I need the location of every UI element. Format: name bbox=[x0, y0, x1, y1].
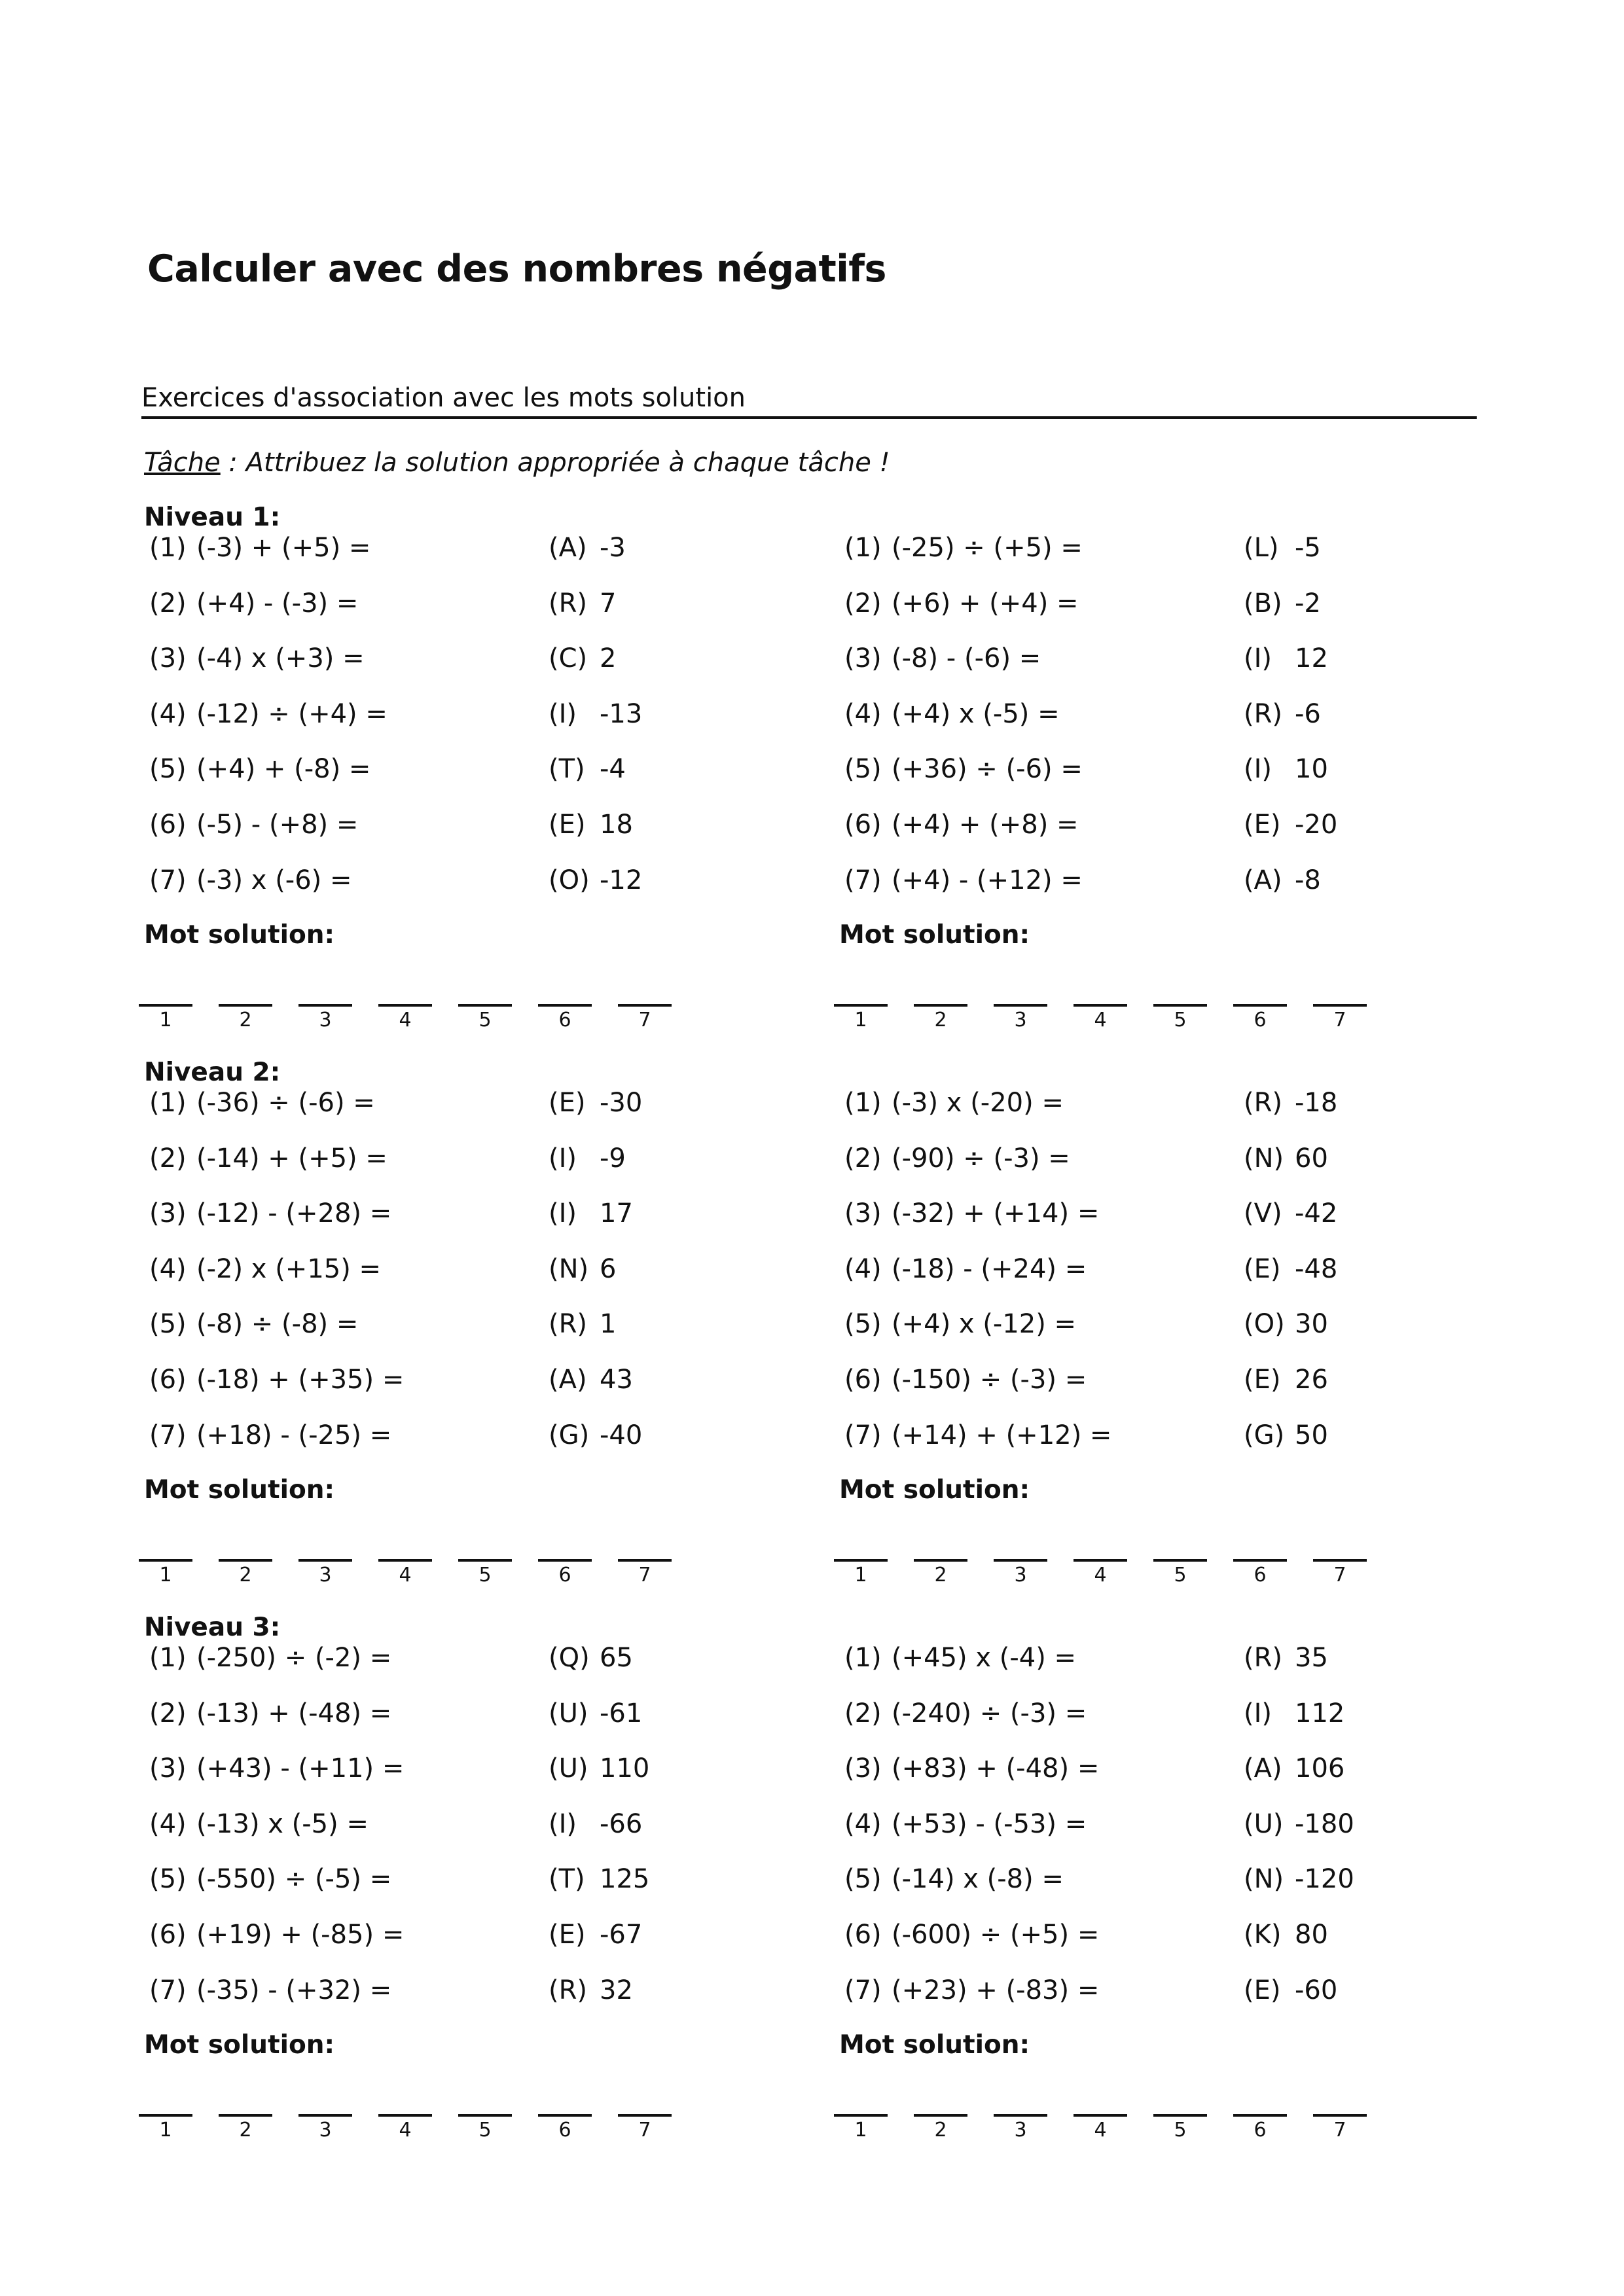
exercise-expression: (+6) + (+4) = bbox=[892, 588, 1079, 619]
answer-letter: (I) bbox=[1244, 1698, 1272, 1729]
exercise-number: (6) bbox=[844, 810, 882, 840]
exercise-number: (2) bbox=[149, 1143, 187, 1174]
solution-letter-blank[interactable]: 1 bbox=[834, 1004, 888, 1031]
solution-letter-blank[interactable]: 1 bbox=[139, 2114, 192, 2142]
solution-letter-blank[interactable]: 4 bbox=[1074, 2114, 1127, 2142]
exercise-number: (3) bbox=[844, 1198, 882, 1229]
exercise-expression: (-35) - (+32) = bbox=[196, 1975, 392, 2005]
answer-letter: (N) bbox=[1244, 1143, 1284, 1174]
solution-letter-blank[interactable]: 6 bbox=[1233, 2114, 1287, 2142]
answer-value: 32 bbox=[600, 1975, 633, 2005]
exercise-expression: (+53) - (-53) = bbox=[892, 1808, 1087, 1839]
exercise-number: (3) bbox=[844, 1753, 882, 1784]
exercise-expression: (-14) x (-8) = bbox=[892, 1864, 1064, 1895]
answer-value: 17 bbox=[600, 1198, 633, 1229]
solution-letter-blank[interactable]: 6 bbox=[538, 1559, 592, 1587]
answer-value: 6 bbox=[600, 1253, 617, 1284]
answer-letter: (A) bbox=[549, 533, 587, 563]
answer-letter: (R) bbox=[549, 1975, 588, 2005]
exercise-number: (5) bbox=[149, 1309, 187, 1340]
exercise-expression: (-150) ÷ (-3) = bbox=[892, 1365, 1087, 1395]
exercise-number: (1) bbox=[149, 1643, 187, 1673]
solution-word-label: Mot solution: bbox=[839, 2030, 1030, 2060]
solution-letter-blank[interactable]: 6 bbox=[538, 2114, 592, 2142]
exercise-expression: (-250) ÷ (-2) = bbox=[196, 1643, 392, 1673]
answer-letter: (U) bbox=[549, 1698, 588, 1729]
answer-value: 30 bbox=[1295, 1309, 1328, 1340]
answer-letter: (A) bbox=[1244, 1753, 1282, 1784]
exercise-number: (1) bbox=[844, 533, 882, 563]
exercise-expression: (-3) x (-6) = bbox=[196, 865, 352, 895]
exercise-number: (4) bbox=[844, 1253, 882, 1284]
answer-letter: (R) bbox=[1244, 698, 1283, 729]
answer-letter: (B) bbox=[1244, 588, 1282, 619]
exercise-number: (5) bbox=[844, 1309, 882, 1340]
solution-letter-blank[interactable]: 4 bbox=[378, 1559, 432, 1587]
exercise-number: (7) bbox=[844, 1975, 882, 2005]
exercise-number: (5) bbox=[149, 754, 187, 785]
exercise-number: (6) bbox=[844, 1920, 882, 1950]
solution-letter-blank[interactable]: 2 bbox=[219, 1004, 272, 1031]
answer-value: -9 bbox=[600, 1143, 626, 1174]
exercise-expression: (+18) - (-25) = bbox=[196, 1420, 392, 1450]
answer-value: -42 bbox=[1295, 1198, 1338, 1229]
exercise-expression: (-18) - (+24) = bbox=[892, 1253, 1087, 1284]
solution-letter-blank[interactable]: 7 bbox=[1313, 1004, 1367, 1031]
solution-letter-blank[interactable]: 4 bbox=[378, 1004, 432, 1031]
exercise-number: (6) bbox=[844, 1365, 882, 1395]
exercise-expression: (-12) - (+28) = bbox=[196, 1198, 392, 1229]
solution-letter-blank[interactable]: 2 bbox=[914, 1004, 967, 1031]
exercise-expression: (+36) ÷ (-6) = bbox=[892, 754, 1083, 785]
exercise-number: (1) bbox=[844, 1643, 882, 1673]
answer-value: -67 bbox=[600, 1920, 643, 1950]
solution-letter-blank[interactable]: 3 bbox=[298, 1004, 352, 1031]
solution-letter-blank[interactable]: 7 bbox=[1313, 2114, 1367, 2142]
solution-letter-blank[interactable]: 5 bbox=[458, 1004, 512, 1031]
exercise-number: (6) bbox=[149, 1365, 187, 1395]
answer-letter: (R) bbox=[549, 1309, 588, 1340]
solution-letter-blank[interactable]: 6 bbox=[538, 1004, 592, 1031]
answer-value: -180 bbox=[1295, 1808, 1354, 1839]
solution-letter-blank[interactable]: 4 bbox=[378, 2114, 432, 2142]
answer-letter: (I) bbox=[549, 1808, 577, 1839]
page-title: Calculer avec des nombres négatifs bbox=[147, 247, 886, 291]
solution-letter-blank[interactable]: 7 bbox=[1313, 1559, 1367, 1587]
solution-letter-blank[interactable]: 5 bbox=[1153, 2114, 1207, 2142]
answer-value: -61 bbox=[600, 1698, 643, 1729]
exercise-number: (1) bbox=[844, 1088, 882, 1118]
solution-letter-blank[interactable]: 6 bbox=[1233, 1004, 1287, 1031]
answer-value: 80 bbox=[1295, 1920, 1328, 1950]
exercise-expression: (-14) + (+5) = bbox=[196, 1143, 388, 1174]
answer-letter: (E) bbox=[549, 1088, 586, 1118]
exercise-expression: (+14) + (+12) = bbox=[892, 1420, 1112, 1450]
answer-value: -6 bbox=[1295, 698, 1321, 729]
exercise-expression: (-8) ÷ (-8) = bbox=[196, 1309, 359, 1340]
exercise-number: (5) bbox=[844, 754, 882, 785]
solution-letter-blank[interactable]: 3 bbox=[994, 2114, 1047, 2142]
exercise-number: (1) bbox=[149, 533, 187, 563]
solution-letter-blank[interactable]: 7 bbox=[618, 2114, 672, 2142]
solution-word-label: Mot solution: bbox=[839, 1475, 1030, 1505]
exercise-number: (7) bbox=[844, 1420, 882, 1450]
answer-value: -66 bbox=[600, 1808, 643, 1839]
exercise-expression: (+4) x (-12) = bbox=[892, 1309, 1077, 1340]
solution-letter-blank[interactable]: 1 bbox=[139, 1559, 192, 1587]
answer-value: 12 bbox=[1295, 643, 1328, 674]
task-instruction bbox=[144, 448, 890, 478]
answer-letter: (T) bbox=[549, 1864, 585, 1895]
answer-value: 65 bbox=[600, 1643, 633, 1673]
exercise-expression: (+4) + (+8) = bbox=[892, 810, 1079, 840]
exercise-number: (3) bbox=[149, 1753, 187, 1784]
level-title: Niveau 3: bbox=[144, 1613, 281, 1642]
answer-letter: (I) bbox=[549, 1143, 577, 1174]
exercise-number: (7) bbox=[149, 865, 187, 895]
answer-value: -12 bbox=[600, 865, 643, 895]
answer-letter: (A) bbox=[549, 1365, 587, 1395]
exercise-expression: (-3) x (-20) = bbox=[892, 1088, 1064, 1118]
exercise-expression: (-240) ÷ (-3) = bbox=[892, 1698, 1087, 1729]
solution-letter-blank[interactable]: 5 bbox=[1153, 1004, 1207, 1031]
solution-letter-blank[interactable]: 7 bbox=[618, 1004, 672, 1031]
exercise-expression: (-2) x (+15) = bbox=[196, 1253, 382, 1284]
exercise-expression: (+19) + (-85) = bbox=[196, 1920, 405, 1950]
answer-value: -20 bbox=[1295, 810, 1338, 840]
exercise-expression: (-600) ÷ (+5) = bbox=[892, 1920, 1100, 1950]
answer-letter: (E) bbox=[549, 1920, 586, 1950]
answer-value: 35 bbox=[1295, 1643, 1328, 1673]
solution-letter-blank[interactable]: 2 bbox=[914, 2114, 967, 2142]
answer-value: -40 bbox=[600, 1420, 643, 1450]
solution-letter-blank[interactable]: 1 bbox=[834, 2114, 888, 2142]
answer-letter: (O) bbox=[1244, 1309, 1285, 1340]
solution-letter-blank[interactable]: 1 bbox=[834, 1559, 888, 1587]
solution-word-label: Mot solution: bbox=[144, 2030, 335, 2060]
answer-value: 7 bbox=[600, 588, 617, 619]
answer-value: -18 bbox=[1295, 1088, 1338, 1118]
exercise-expression: (-4) x (+3) = bbox=[196, 643, 365, 674]
answer-letter: (E) bbox=[549, 810, 586, 840]
solution-letter-blank[interactable]: 4 bbox=[1074, 1559, 1127, 1587]
solution-letter-blank[interactable]: 2 bbox=[219, 1559, 272, 1587]
answer-letter: (N) bbox=[549, 1253, 589, 1284]
answer-value: -4 bbox=[600, 754, 626, 785]
exercise-number: (7) bbox=[149, 1975, 187, 2005]
section-subtitle: Exercices d'association avec les mots solution bbox=[141, 380, 1477, 419]
solution-letter-blank[interactable]: 5 bbox=[458, 2114, 512, 2142]
answer-value: -8 bbox=[1295, 865, 1321, 895]
exercise-number: (4) bbox=[149, 1253, 187, 1284]
solution-letter-blank[interactable]: 5 bbox=[1153, 1559, 1207, 1587]
exercise-expression: (-550) ÷ (-5) = bbox=[196, 1864, 392, 1895]
answer-letter: (E) bbox=[1244, 1253, 1281, 1284]
exercise-number: (4) bbox=[844, 1808, 882, 1839]
answer-letter: (Q) bbox=[549, 1643, 590, 1673]
answer-value: -5 bbox=[1295, 533, 1321, 563]
answer-value: 18 bbox=[600, 810, 633, 840]
exercise-expression: (+4) + (-8) = bbox=[196, 754, 371, 785]
exercise-number: (2) bbox=[844, 588, 882, 619]
solution-letter-blank[interactable]: 6 bbox=[1233, 1559, 1287, 1587]
answer-letter: (I) bbox=[1244, 754, 1272, 785]
answer-letter: (C) bbox=[549, 643, 588, 674]
exercise-expression: (-5) - (+8) = bbox=[196, 810, 359, 840]
exercise-number: (5) bbox=[844, 1864, 882, 1895]
answer-value: 1 bbox=[600, 1309, 617, 1340]
exercise-expression: (+4) - (-3) = bbox=[196, 588, 359, 619]
exercise-expression: (+83) + (-48) = bbox=[892, 1753, 1100, 1784]
exercise-expression: (-25) ÷ (+5) = bbox=[892, 533, 1083, 563]
answer-letter: (R) bbox=[1244, 1643, 1283, 1673]
answer-letter: (K) bbox=[1244, 1920, 1282, 1950]
answer-letter: (O) bbox=[549, 865, 590, 895]
answer-value: -120 bbox=[1295, 1864, 1354, 1895]
answer-letter: (R) bbox=[549, 588, 588, 619]
task-text: : Attribuez la solution appropriée à chaque tâche ! bbox=[220, 448, 890, 478]
exercise-expression: (+43) - (+11) = bbox=[196, 1753, 405, 1784]
exercise-number: (7) bbox=[844, 865, 882, 895]
exercise-number: (4) bbox=[149, 1808, 187, 1839]
exercise-expression: (-13) + (-48) = bbox=[196, 1698, 392, 1729]
exercise-expression: (+45) x (-4) = bbox=[892, 1643, 1077, 1673]
solution-letter-blank[interactable]: 2 bbox=[914, 1559, 967, 1587]
exercise-expression: (+23) + (-83) = bbox=[892, 1975, 1100, 2005]
answer-value: 112 bbox=[1295, 1698, 1345, 1729]
answer-letter: (T) bbox=[549, 754, 585, 785]
answer-value: -13 bbox=[600, 698, 643, 729]
exercise-expression: (+4) - (+12) = bbox=[892, 865, 1083, 895]
level-title: Niveau 2: bbox=[144, 1058, 281, 1087]
solution-letter-blank[interactable]: 1 bbox=[139, 1004, 192, 1031]
solution-letter-blank[interactable]: 3 bbox=[298, 1559, 352, 1587]
answer-value: -30 bbox=[600, 1088, 643, 1118]
task-label: Tâche bbox=[144, 448, 221, 478]
exercise-expression: (-8) - (-6) = bbox=[892, 643, 1041, 674]
solution-letter-blank[interactable]: 3 bbox=[298, 2114, 352, 2142]
exercise-number: (3) bbox=[149, 1198, 187, 1229]
answer-value: -60 bbox=[1295, 1975, 1338, 2005]
solution-word-label: Mot solution: bbox=[144, 1475, 335, 1505]
answer-value: 110 bbox=[600, 1753, 650, 1784]
exercise-expression: (-32) + (+14) = bbox=[892, 1198, 1100, 1229]
answer-letter: (R) bbox=[1244, 1088, 1283, 1118]
answer-letter: (U) bbox=[549, 1753, 588, 1784]
answer-letter: (E) bbox=[1244, 1975, 1281, 2005]
solution-letter-blank[interactable]: 4 bbox=[1074, 1004, 1127, 1031]
answer-letter: (V) bbox=[1244, 1198, 1282, 1229]
exercise-number: (2) bbox=[149, 1698, 187, 1729]
exercise-number: (5) bbox=[149, 1864, 187, 1895]
answer-letter: (E) bbox=[1244, 1365, 1281, 1395]
exercise-number: (2) bbox=[844, 1698, 882, 1729]
level-title: Niveau 1: bbox=[144, 503, 281, 532]
exercise-number: (2) bbox=[149, 588, 187, 619]
answer-letter: (I) bbox=[1244, 643, 1272, 674]
answer-letter: (A) bbox=[1244, 865, 1282, 895]
answer-letter: (G) bbox=[549, 1420, 590, 1450]
answer-letter: (L) bbox=[1244, 533, 1279, 563]
exercise-number: (4) bbox=[844, 698, 882, 729]
exercise-expression: (-3) + (+5) = bbox=[196, 533, 371, 563]
solution-letter-blank[interactable]: 7 bbox=[618, 1559, 672, 1587]
answer-value: 10 bbox=[1295, 754, 1328, 785]
answer-value: 43 bbox=[600, 1365, 633, 1395]
answer-value: 60 bbox=[1295, 1143, 1328, 1174]
answer-letter: (N) bbox=[1244, 1864, 1284, 1895]
solution-letter-blank[interactable]: 2 bbox=[219, 2114, 272, 2142]
exercise-expression: (-36) ÷ (-6) = bbox=[196, 1088, 375, 1118]
exercise-expression: (-13) x (-5) = bbox=[196, 1808, 369, 1839]
solution-word-label: Mot solution: bbox=[144, 920, 335, 950]
exercise-number: (7) bbox=[149, 1420, 187, 1450]
solution-word-label: Mot solution: bbox=[839, 920, 1030, 950]
answer-letter: (I) bbox=[549, 1198, 577, 1229]
exercise-number: (3) bbox=[844, 643, 882, 674]
exercise-number: (6) bbox=[149, 1920, 187, 1950]
solution-letter-blank[interactable]: 3 bbox=[994, 1559, 1047, 1587]
answer-letter: (G) bbox=[1244, 1420, 1285, 1450]
exercise-expression: (+4) x (-5) = bbox=[892, 698, 1060, 729]
answer-letter: (I) bbox=[549, 698, 577, 729]
answer-letter: (E) bbox=[1244, 810, 1281, 840]
answer-value: 26 bbox=[1295, 1365, 1328, 1395]
answer-letter: (U) bbox=[1244, 1808, 1284, 1839]
exercise-number: (1) bbox=[149, 1088, 187, 1118]
exercise-number: (4) bbox=[149, 698, 187, 729]
exercise-expression: (-12) ÷ (+4) = bbox=[196, 698, 388, 729]
solution-letter-blank[interactable]: 3 bbox=[994, 1004, 1047, 1031]
exercise-expression: (-18) + (+35) = bbox=[196, 1365, 405, 1395]
answer-value: 106 bbox=[1295, 1753, 1345, 1784]
exercise-expression: (-90) ÷ (-3) = bbox=[892, 1143, 1070, 1174]
answer-value: 50 bbox=[1295, 1420, 1328, 1450]
exercise-number: (2) bbox=[844, 1143, 882, 1174]
answer-value: -3 bbox=[600, 533, 626, 563]
answer-value: 2 bbox=[600, 643, 617, 674]
answer-value: -2 bbox=[1295, 588, 1321, 619]
answer-value: 125 bbox=[600, 1864, 650, 1895]
exercise-number: (6) bbox=[149, 810, 187, 840]
solution-letter-blank[interactable]: 5 bbox=[458, 1559, 512, 1587]
answer-value: -48 bbox=[1295, 1253, 1338, 1284]
exercise-number: (3) bbox=[149, 643, 187, 674]
